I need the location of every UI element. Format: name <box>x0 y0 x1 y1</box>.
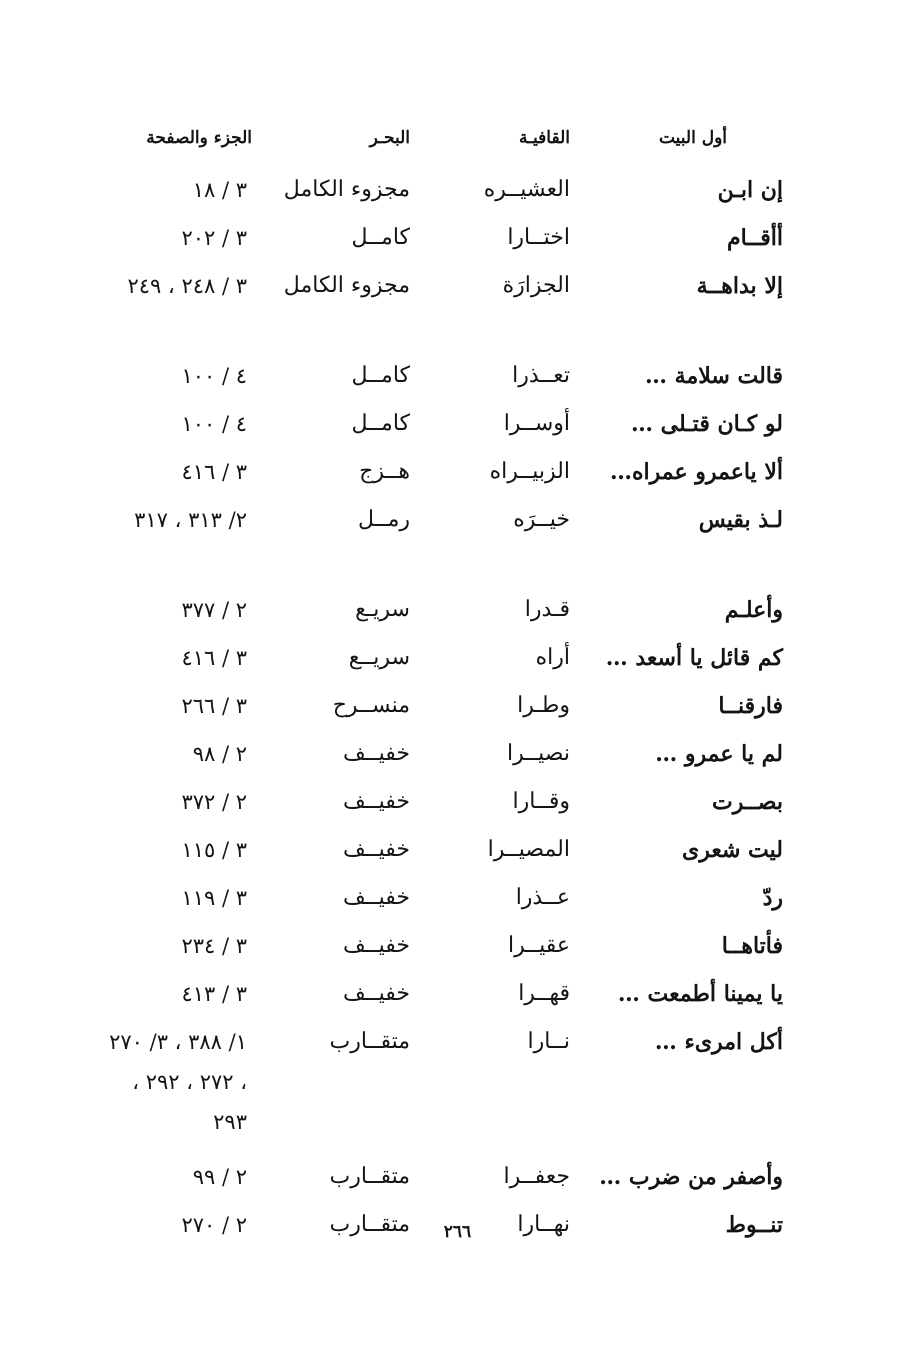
meter-cell: كامــل <box>351 225 410 250</box>
table-header <box>0 128 915 160</box>
verse-index-table <box>0 168 915 1251</box>
table-row <box>0 216 915 264</box>
first-verse-cell: كم قائل يا أسعد … <box>605 645 783 671</box>
table-row <box>0 972 915 1020</box>
meter-cell: متقــارب <box>329 1164 410 1189</box>
first-verse-cell: أكل امرىء … <box>654 1029 783 1055</box>
reference-cell: ٢ / ٣٧٢ <box>181 790 247 814</box>
meter-cell: كامــل <box>351 363 410 388</box>
reference-cell: ٣ / ٢٦٦ <box>181 694 247 718</box>
rhyme-cell: الزبيــراه <box>489 459 570 484</box>
meter-cell: متقــارب <box>329 1029 410 1054</box>
rhyme-cell: وقــارا <box>512 789 570 814</box>
rhyme-cell: خيــرَه <box>513 507 570 532</box>
rhyme-cell: العشيــره <box>483 177 570 202</box>
first-verse-cell: أأقــام <box>727 225 783 251</box>
table-row <box>0 402 915 450</box>
first-verse-cell: إلا بداهــة <box>696 273 783 299</box>
rhyme-cell: عقيــرا <box>507 933 570 958</box>
meter-cell: خفيــف <box>342 837 410 862</box>
first-verse-cell: ردّ <box>762 885 783 911</box>
header-volume-page: الجزء والصفحة <box>146 128 252 148</box>
first-verse-cell: لم يا عمرو … <box>655 741 783 767</box>
first-verse-cell: وأصفر من ضرب … <box>599 1164 783 1190</box>
table-row <box>0 168 915 216</box>
first-verse-cell: لـذ بقيس <box>698 507 783 533</box>
first-verse-cell: فأتاهــا <box>721 933 783 959</box>
rhyme-cell: أراه <box>535 645 570 670</box>
table-row <box>0 684 915 732</box>
meter-cell: سريــع <box>348 645 410 670</box>
meter-cell: متقــارب <box>329 1212 410 1237</box>
rhyme-cell: نهــارا <box>517 1212 570 1237</box>
table-row <box>0 354 915 402</box>
table-row <box>0 1020 915 1155</box>
reference-cell: ٤ / ١٠٠ <box>181 364 247 388</box>
table-row <box>0 876 915 924</box>
meter-cell: مجزوء الكامل <box>283 273 410 298</box>
header-first-verse: أول البيت <box>658 128 727 148</box>
reference-cell: ٣ / ٢٣٤ <box>181 934 247 958</box>
first-verse-cell: يا يمينا أطمعت … <box>617 981 783 1007</box>
meter-cell: منســرح <box>332 693 410 718</box>
meter-cell: خفيــف <box>342 981 410 1006</box>
reference-cell: ٣ / ١٨ <box>192 178 247 202</box>
first-verse-cell: إن ابـن <box>717 177 783 203</box>
rhyme-cell: اختــارا <box>507 225 570 250</box>
reference-cell: ٢/ ٣١٣ ، ٣١٧ <box>134 508 247 532</box>
reference-cell: ٣ / ٤١٣ <box>181 982 247 1006</box>
first-verse-cell: ألا ياعمرو عمراه… <box>609 459 783 485</box>
page-number: ٢٦٦ <box>443 1222 472 1242</box>
rhyme-cell: قـدرا <box>524 597 570 622</box>
table-row <box>0 636 915 684</box>
first-verse-cell: قالت سلامة … <box>645 363 783 389</box>
meter-cell: خفيــف <box>342 741 410 766</box>
meter-cell: خفيــف <box>342 789 410 814</box>
rhyme-cell: نــارا <box>527 1029 570 1054</box>
meter-cell: خفيــف <box>342 933 410 958</box>
reference-cell: ٣ / ٤١٦ <box>181 646 247 670</box>
rhyme-cell: وطـرا <box>517 693 570 718</box>
rhyme-cell: جعفــرا <box>503 1164 570 1189</box>
reference-cell: ٣ / ١١٥ <box>181 838 247 862</box>
reference-cell: ٢ / ٩٩ <box>192 1165 247 1189</box>
table-row <box>0 1155 915 1203</box>
table-row <box>0 780 915 828</box>
table-row <box>0 924 915 972</box>
rhyme-cell: تعــذرا <box>512 363 570 388</box>
reference-cell: ٢ / ٩٨ <box>192 742 247 766</box>
reference-cell: ١/ ٣٨٨ ، ٣/ ٢٧٠ ، ٢٧٢ ، ٢٩٢ ، ٢٩٣ <box>109 1030 247 1134</box>
rhyme-cell: نصيــرا <box>507 741 570 766</box>
table-row <box>0 588 915 636</box>
meter-cell: خفيــف <box>342 885 410 910</box>
rhyme-cell: أوســرا <box>503 411 570 436</box>
rhyme-cell: قهــرا <box>518 981 570 1006</box>
first-verse-cell: فارقنــا <box>718 693 783 719</box>
meter-cell: رمــل <box>358 507 410 532</box>
reference-cell: ٣ / ١١٩ <box>181 886 247 910</box>
first-verse-cell: لو كـان قتـلى … <box>630 411 783 437</box>
table-row <box>0 828 915 876</box>
reference-cell: ٣ / ٢٠٢ <box>181 226 247 250</box>
rhyme-cell: المصيــرا <box>487 837 570 862</box>
table-row <box>0 264 915 354</box>
reference-cell: ٣ / ٢٤٨ ، ٢٤٩ <box>127 274 247 298</box>
meter-cell: سريـع <box>355 597 410 622</box>
rhyme-cell: عــذرا <box>515 885 570 910</box>
meter-cell: مجزوء الكامل <box>283 177 410 202</box>
table-row <box>0 732 915 780</box>
meter-cell: كامــل <box>351 411 410 436</box>
table-row <box>0 498 915 588</box>
first-verse-cell: تنــوط <box>725 1212 783 1238</box>
reference-cell: ٤ / ١٠٠ <box>181 412 247 436</box>
first-verse-cell: وأعلـم <box>724 597 783 623</box>
rhyme-cell: الجزارَة <box>502 273 570 298</box>
header-rhyme: القافيـة <box>518 128 570 148</box>
first-verse-cell: بصــرت <box>712 789 783 815</box>
table-row <box>0 450 915 498</box>
meter-cell: هــزج <box>359 459 410 484</box>
reference-cell: ٢ / ٢٧٠ <box>181 1213 247 1237</box>
reference-cell: ٢ / ٣٧٧ <box>181 598 247 622</box>
header-meter: البحـر <box>369 128 410 148</box>
first-verse-cell: ليت شعرى <box>681 837 783 863</box>
reference-cell: ٣ / ٤١٦ <box>181 460 247 484</box>
